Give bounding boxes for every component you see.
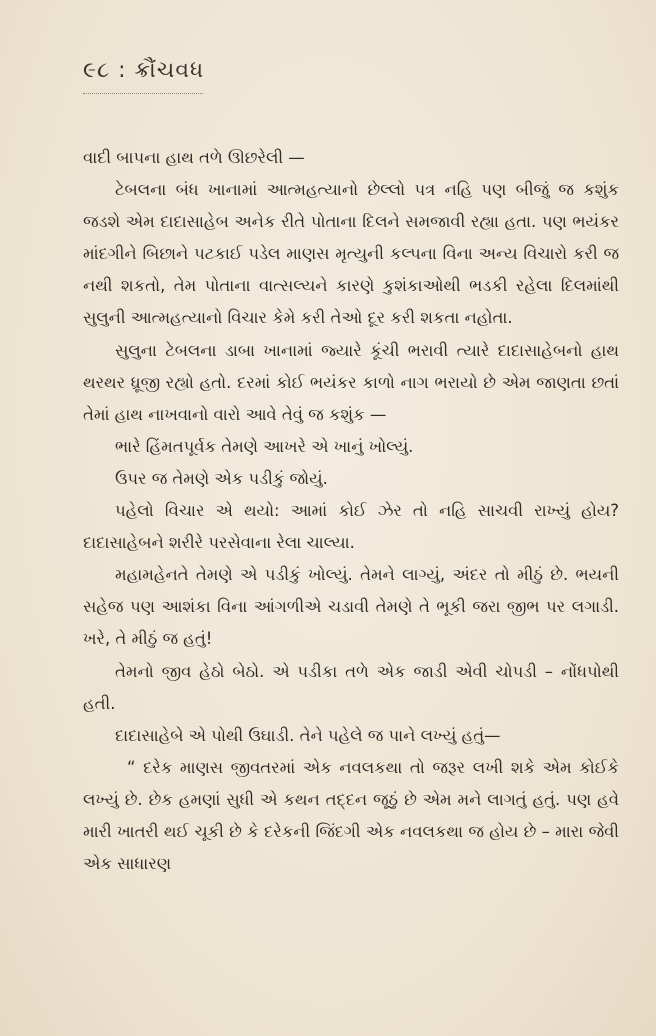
- paragraph: સુલુના ટેબલના ડાબા ખાનામાં જ્યારે કૂંચી ભરાવી ત્યારે દાદાસાહેબનો હાથ થરથર ધ્રૂજી રહ્યો હતો. દરમાં કોઈ ભયંકર કાળો નાગ ભરાયો છે એમ જાણતા છતાં તેમાં હાથ નાખવાનો વારો આવે તેવું જ કશુંક —: [83, 340, 619, 424]
- body-text: [83, 142, 619, 880]
- running-header: [83, 58, 204, 83]
- paragraph: પહેલો વિચાર એ થયો: આમાં કોઈ ઝેર તો નહિ સાચવી રાખ્યું હોય? દાદાસાહેબને શરીરે પરસેવાના રેલા ચાલ્યા.: [83, 501, 619, 553]
- paragraph: “ દરેક માણસ જીવતરમાં એક નવલકથા તો જરૂર લખી શકે એમ કોઈકે લખ્યું છે. છેક હમણાં સુધી એ કથન તદ્દન જૂઠું છે એમ મને લાગતું હતું. પણ હવે મારી ખાતરી થઈ ચૂકી છે કે દરેકની જિંદગી એક નવલકથા જ હોય છે – મારા જેવી એક સાધારણ: [83, 757, 619, 874]
- book-title: ક્રૌંચવધ: [134, 58, 205, 83]
- page-number: ૯૮: [83, 58, 111, 83]
- header-rule: [83, 93, 203, 94]
- paragraph: ટેબલના બંધ ખાનામાં આત્મહત્યાનો છેલ્લો પત્ર નહિ પણ બીજું જ કશુંક જડશે એમ દાદાસાહેબ અનેક રીતે પોતાના દિલને સમજાવી રહ્યા હતા. પણ ભયંકર માંદગીને બિછાને પટકાઈ પડેલ માણસ મૃત્યુની કલ્પના વિના અન્ય વિચારો કરી જ નથી શકતો, તેમ પોતાના વાત્સલ્યને કારણે કુશંકાઓથી ભડકી રહેલા દિલમાંથી સુલુની આત્મહત્યાનો વિચાર કેમે કરી તેઓ દૂર કરી શકતા નહોતા.: [83, 180, 619, 328]
- paragraph: તેમનો જીવ હેઠો બેઠો. એ પડીકા તળે એક જાડી એવી ચોપડી – નોંધપોથી હતી.: [83, 661, 619, 713]
- paragraph: મહામહેનતે તેમણે એ પડીકું ખોલ્યું. તેમને લાગ્યું, અંદર તો મીઠું છે. ભયની સહેજ પણ આશંકા વિના આંગળીએ ચડાવી તેમણે તે ભૂકી જરા જીભ પર લગાડી. ખરે, તે મીઠું જ હતું!: [83, 565, 619, 649]
- header-separator: :: [118, 58, 127, 83]
- paragraph: ઉપર જ તેમણે એક પડીકું જોયું.: [115, 468, 328, 488]
- paragraph: ભારે હિંમતપૂર્વક તેમણે આખરે એ ખાનું ખોલ્યું.: [115, 436, 414, 456]
- paragraph: દાદાસાહેબે એ પોથી ઉઘાડી. તેને પહેલે જ પાને લખ્યું હતું—: [115, 725, 501, 745]
- paragraph: વાદી બાપના હાથ તળે ઊછરેલી —: [83, 148, 305, 167]
